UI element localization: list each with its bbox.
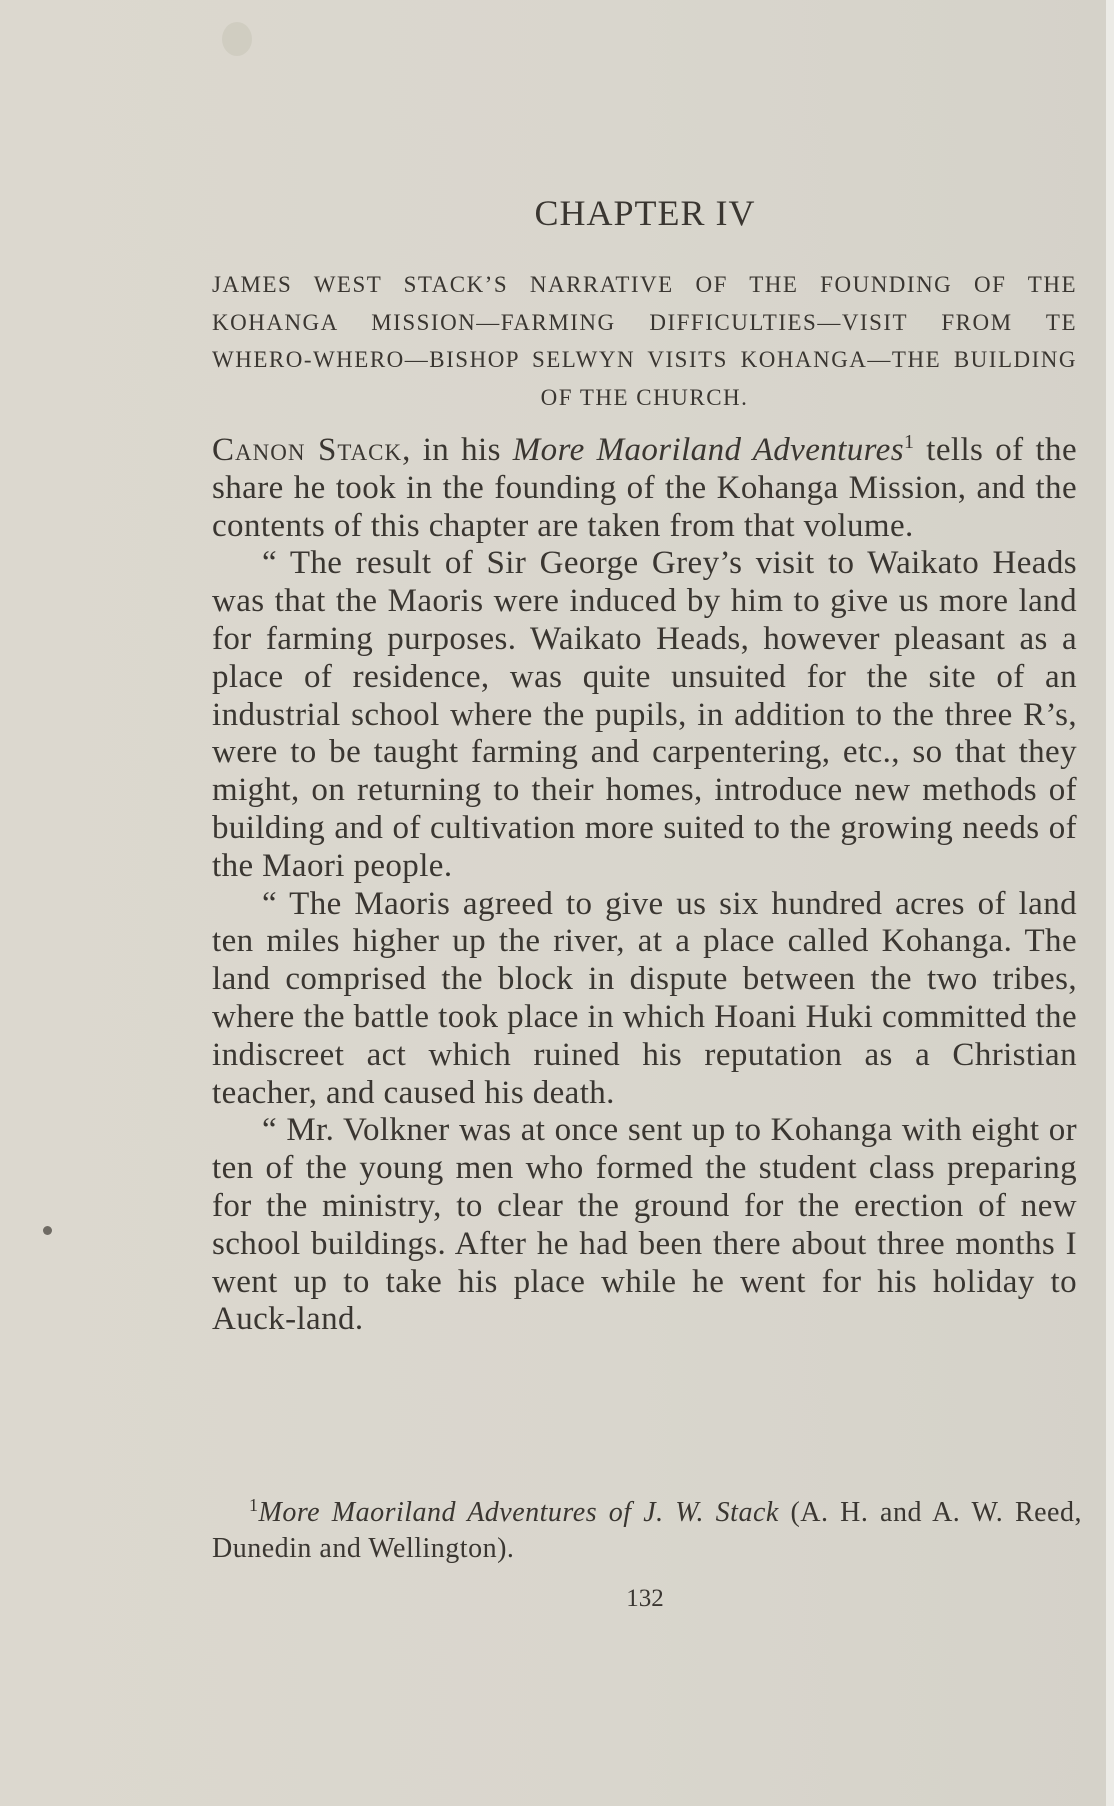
paragraph-1: [212, 432, 1077, 545]
ink-speck: [43, 1226, 52, 1235]
footnote-publisher: (A. H. and A. W. Reed, Dunedin and Wellington).: [212, 1497, 1082, 1564]
paragraph-2: “ The result of Sir George Grey’s visit to Waikato Heads was that the Maoris were induced by him to give us more land for farming purposes. Waikato Heads, however pleasant as a place of residence, was quite unsuited for the site of an industrial school where the pupils, in addition to the three R’s, were to be taught farming and carpentering, etc., so that they might, on returning to their homes, introduce new methods of building and of cultivation more suited to the growing needs of the Maori people.: [212, 545, 1077, 884]
book-title: More Maoriland Adventures: [512, 432, 904, 468]
paragraph-3: “ The Maoris agreed to give us six hundred acres of land ten miles higher up the river, at a place called Kohanga. The land comprised the block in dispute between the two tribes, where the battle took place in which Hoani Huki committed the indiscreet act which ruined his reputation as a Christian teacher, and caused his death.: [212, 885, 1077, 1111]
paragraph-4: “ Mr. Volkner was at once sent up to Kohanga with eight or ten of the young men who formed the student class preparing for the ministry, to clear the ground for the erection of new school buildings. After he had been there about three months I went up to take his place while he went for his holiday to Auck-land.: [212, 1112, 1077, 1338]
author-name: Canon Stack: [212, 432, 403, 468]
footnote: [212, 1495, 1082, 1567]
chapter-synopsis: JAMES WEST STACK’S NARRATIVE OF THE FOUNDING OF THE KOHANGA MISSION—FARMING DIFFICULTIES—VISIT FROM TE WHERO-WHERO—BISHOP SELWYN VISITS KOHANGA—THE BUILDING OF THE CHURCH.: [212, 272, 1077, 410]
footnote-marker: 1: [249, 1494, 259, 1515]
footnote-reference: 1: [903, 431, 915, 453]
body-text: [212, 432, 1077, 1339]
paragraph-1-rest: tells of the share he took in the founding of the Kohanga Mission, and the contents of this chapter are taken from that volume.: [212, 432, 1077, 544]
paper-stain: [222, 22, 252, 56]
chapter-heading: CHAPTER IV: [534, 193, 756, 233]
footnote-title: More Maoriland Adventures of J. W. Stack: [258, 1497, 779, 1528]
paragraph-1-lead: , in his: [402, 432, 513, 468]
page-edge: [1106, 0, 1114, 1806]
page-number: 132: [626, 1585, 664, 1612]
